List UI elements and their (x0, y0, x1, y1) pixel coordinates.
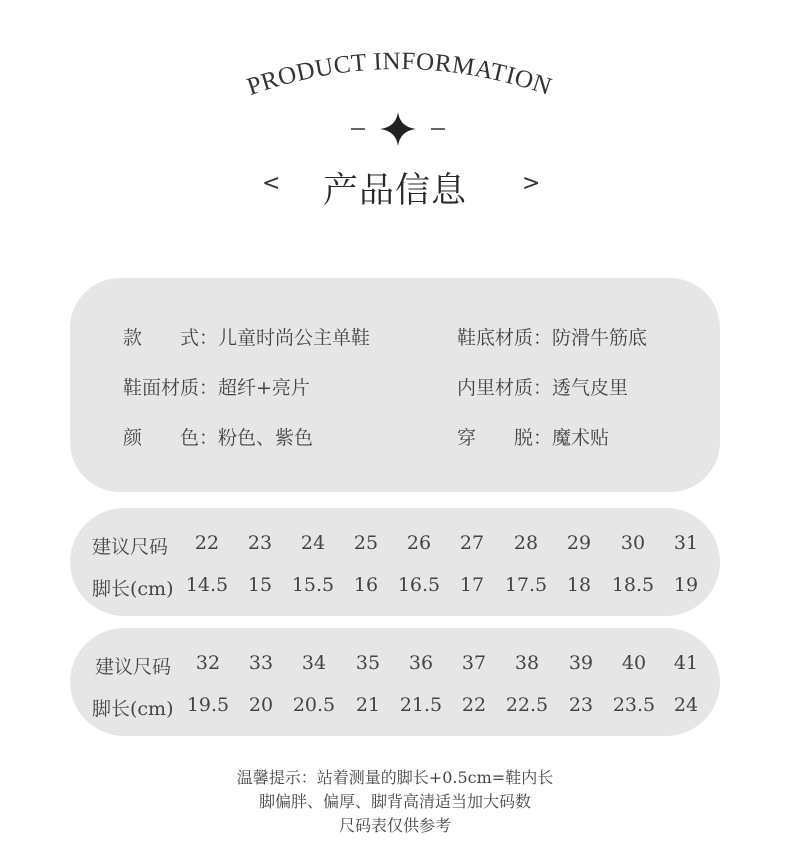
size-cell: 27 (459, 532, 485, 554)
info-color (123, 423, 313, 450)
size-cell: 26 (406, 532, 432, 554)
info-label: 鞋底材质： (457, 327, 553, 349)
chevron-right-icon: > (522, 171, 541, 196)
size-cell: 41 (673, 652, 699, 674)
size-cell: 25 (353, 532, 379, 554)
length-cell: 20.5 (292, 694, 336, 716)
length-cell: 19.5 (186, 694, 230, 716)
length-cell: 19 (673, 574, 699, 596)
size-cell: 40 (621, 652, 647, 674)
size-cell: 39 (568, 652, 594, 674)
info-label: 颜 色： (123, 427, 219, 449)
size-cell: 38 (514, 652, 540, 674)
info-lining-material (457, 373, 628, 400)
info-sole-material (457, 323, 647, 350)
size-cell: 23 (247, 532, 273, 554)
info-value: 防滑牛筋底 (552, 327, 648, 349)
length-cell: 21.5 (399, 694, 443, 716)
english-title (0, 40, 790, 120)
size-cell: 30 (620, 532, 646, 554)
length-cell: 18.5 (611, 574, 655, 596)
length-cell: 21 (355, 694, 381, 716)
info-value: 超纤+亮片 (218, 377, 310, 399)
size-cell: 37 (461, 652, 487, 674)
tip-line: 温馨提示：站着测量的脚长+0.5cm=鞋内长 (236, 768, 554, 787)
length-row (70, 574, 720, 604)
info-label: 鞋面材质： (123, 377, 219, 399)
length-cell: 20 (248, 694, 274, 716)
page-title: 产品信息 (322, 171, 467, 211)
size-cell: 31 (673, 532, 699, 554)
size-row-label: 建议尺码 (95, 656, 172, 678)
info-label: 穿 脱： (457, 427, 553, 449)
length-row (70, 694, 720, 724)
info-value: 魔术贴 (552, 427, 610, 449)
sparkle-icon (380, 112, 416, 146)
length-cell: 18 (566, 574, 592, 596)
size-cell: 22 (194, 532, 220, 554)
size-row (70, 652, 720, 682)
length-cell: 22.5 (505, 694, 549, 716)
length-row-label: 脚长(cm) (92, 698, 174, 720)
length-cell: 16 (353, 574, 379, 596)
info-label: 款 式： (123, 327, 219, 349)
length-cell: 24 (673, 694, 699, 716)
info-label: 内里材质： (457, 377, 553, 399)
info-upper-material (123, 373, 310, 400)
size-cell: 33 (248, 652, 274, 674)
size-cell: 32 (195, 652, 221, 674)
star-divider (0, 110, 790, 150)
size-cell: 35 (355, 652, 381, 674)
length-cell: 15 (247, 574, 273, 596)
size-cell: 29 (566, 532, 592, 554)
size-cell: 34 (301, 652, 327, 674)
tip-line: 尺码表仅供参考 (338, 816, 451, 835)
length-cell: 22 (461, 694, 487, 716)
length-cell: 23 (568, 694, 594, 716)
size-row-label: 建议尺码 (92, 536, 169, 558)
info-value: 粉色、紫色 (218, 427, 314, 449)
size-cell: 28 (513, 532, 539, 554)
length-cell: 14.5 (185, 574, 229, 596)
info-value: 透气皮里 (552, 377, 629, 399)
size-table-1 (70, 508, 720, 616)
chevron-left-icon: < (262, 171, 281, 196)
size-cell: 36 (408, 652, 434, 674)
size-cell: 24 (300, 532, 326, 554)
length-row-label: 脚长(cm) (92, 578, 174, 600)
length-cell: 17 (459, 574, 485, 596)
product-info-panel (70, 278, 720, 492)
size-tips (0, 766, 790, 838)
info-fastening (457, 423, 609, 450)
english-title-text: PRODUCT INFORMATION (243, 47, 556, 101)
size-row (70, 532, 720, 562)
length-cell: 17.5 (504, 574, 548, 596)
length-cell: 15.5 (291, 574, 335, 596)
tip-line: 脚偏胖、偏厚、脚背高清适当加大码数 (258, 792, 531, 811)
title-row (0, 163, 790, 213)
length-cell: 16.5 (397, 574, 441, 596)
info-value: 儿童时尚公主单鞋 (218, 327, 371, 349)
size-table-2 (70, 628, 720, 736)
length-cell: 23.5 (612, 694, 656, 716)
info-style (123, 323, 370, 350)
svg-text:PRODUCT INFORMATION (244, 48, 555, 101)
